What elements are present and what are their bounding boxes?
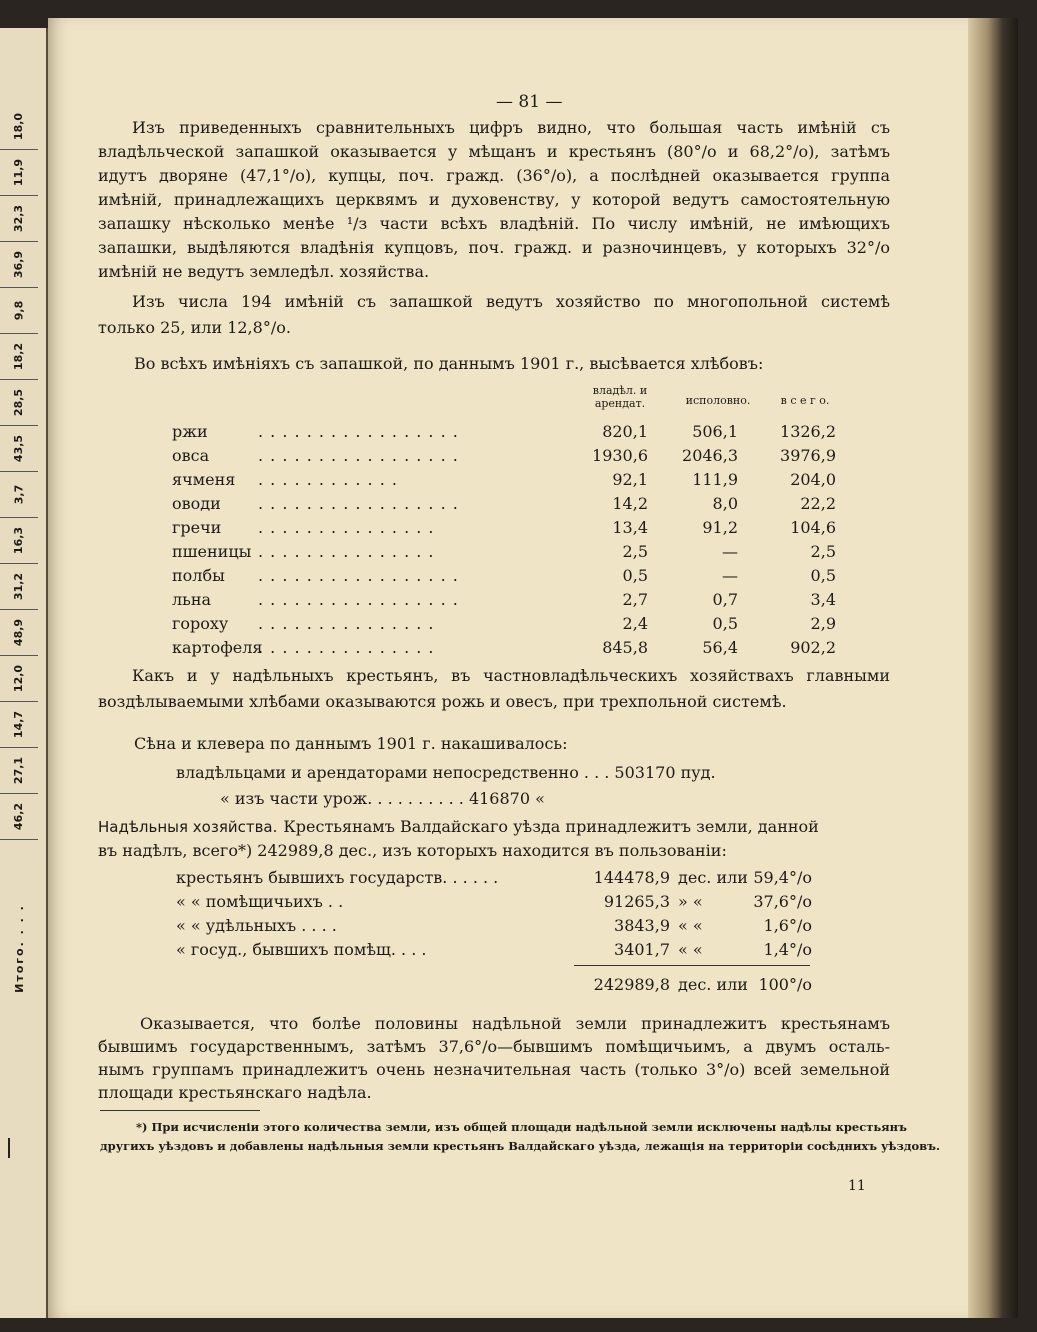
grain-col-header-c: в с е г о. [780,394,830,407]
margin-number-text: 46,2 [12,802,26,830]
para1-line: имѣній не ведутъ земледѣл. хозяйства. [98,262,430,281]
para7-line: Оказывается, что болѣе половины надѣльной земли принадлежитъ крестьянамъ [140,1014,890,1033]
nadel-row-unit: « « [678,916,703,935]
para4-line: воздѣлываемыми хлѣбами оказываются рожь и овесъ, при трехпольной системѣ. [98,692,787,711]
paragraph-6-line-1-text: Крестьянамъ Валдайскаго уѣзда принадлежитъ земли, данной [283,817,819,836]
margin-number [0,517,38,564]
nadel-row-value: 91265,3 [603,892,670,911]
margin-number [0,103,38,150]
grain-value-total: 3976,9 [780,446,836,465]
margin-number-text: 18,2 [12,342,26,370]
para7-line: площади крестьянскаго надѣла. [98,1083,372,1102]
margin-number [0,471,38,518]
grain-leader-dots: . . . . . . . . . . . . . . . [258,614,435,633]
margin-number-text: 27,1 [12,756,26,784]
margin-number [0,379,38,426]
grain-name: ячменя [172,470,236,489]
margin-number-text: 31,2 [12,572,26,600]
grain-value-half: — [722,566,738,585]
nadel-total-value: 242989,8 [593,975,670,994]
margin-number-text: 36,9 [12,250,26,278]
grain-name: картофеля [172,638,263,657]
grain-value-half: 506,1 [692,422,738,441]
nadel-row-unit: » « [678,892,703,911]
footnote-line-2: другихъ уѣздовъ и добавлены надѣльныя земли крестьянъ Валдайскаго уѣзда, лежащія на территоріи сосѣднихъ уѣздовъ. [100,1139,940,1153]
nadel-row-value: 144478,9 [593,868,670,887]
margin-number [0,333,38,380]
grain-leader-dots: . . . . . . . . . . . . . . . . . [258,422,459,441]
margin-dash [8,1138,10,1158]
page-edge-right [968,18,1018,1318]
nadel-total-unit: дес. или [678,975,748,994]
grain-name: полбы [172,566,225,585]
grain-name: гороху [172,614,229,633]
grain-name: ржи [172,422,208,441]
itogo-label: Итого. . . . [12,903,26,993]
para4-line: Какъ и у надѣльныхъ крестьянъ, въ частновладѣльческихъ хозяйствахъ главными [132,666,890,685]
grain-leader-dots: . . . . . . . . . . . . . . . . . [258,590,459,609]
grain-value-total: 0,5 [810,566,836,585]
margin-number [0,425,38,472]
grain-leader-dots: . . . . . . . . . . . . [258,470,398,489]
paragraph-6-line-2: въ надѣлъ, всего*) 242989,8 дес., изъ которыхъ находится въ пользованіи: [98,841,727,860]
grain-value-half: — [722,542,738,561]
nadel-row-unit: дес. или [678,868,748,887]
grain-value-total: 1326,2 [780,422,836,441]
grain-value-owner: 845,8 [602,638,648,657]
paragraph-5: Сѣна и клевера по даннымъ 1901 г. накашивалось: [134,734,568,753]
margin-number-text: 3,7 [12,484,26,504]
grain-name: льна [172,590,212,609]
grain-value-half: 111,9 [692,470,738,489]
margin-number [0,701,38,748]
grain-value-owner: 820,1 [602,422,648,441]
grain-value-total: 2,9 [810,614,836,633]
grain-leader-dots: . . . . . . . . . . . . . . . . . [258,566,459,585]
margin-number-text: 43,5 [12,434,26,462]
grain-name: оводи [172,494,221,513]
grain-value-half: 0,5 [712,614,738,633]
margin-number [0,793,38,840]
grain-value-half: 2046,3 [682,446,738,465]
nadel-row-label: « госуд., бывшихъ помѣщ. . . . [176,940,427,959]
grain-value-half: 56,4 [702,638,738,657]
nadel-row-label: « « удѣльныхъ . . . . [176,916,337,935]
margin-number-text: 12,0 [12,664,26,692]
para2-line: только 25, или 12,8°/о. [98,318,291,337]
grain-value-half: 8,0 [712,494,738,513]
margin-number [0,287,38,334]
grain-col-header-b: исполовно. [685,394,751,407]
grain-value-total: 2,5 [810,542,836,561]
margin-number [0,655,38,702]
grain-value-owner: 13,4 [612,518,648,537]
para1-line: Изъ приведенныхъ сравнительныхъ цифръ видно, что большая часть имѣній съ [132,118,890,137]
paragraph-3: Во всѣхъ имѣніяхъ съ запашкой, по даннымъ 1901 г., высѣвается хлѣбовъ: [134,354,764,373]
nadel-heading: Надѣльныя хозяйства. [98,818,278,836]
grain-col-header-a: владѣл. и арендат. [592,384,648,410]
para1-line: идутъ дворяне (47,1°/о), купцы, поч. гражд. (36°/о), а послѣдней оказывается группа [98,166,890,185]
nadel-row-label: « « помѣщичьихъ . . [176,892,344,911]
hay-row-2: « изъ части урож. . . . . . . . . . 416870 « [220,789,545,808]
margin-number-text: 16,3 [12,526,26,554]
nadel-row-pct: 1,4°/о [763,940,812,959]
margin-number-text: 18,0 [12,112,26,140]
grain-value-owner: 2,7 [622,590,648,609]
para1-line: запашки, выдѣляются владѣнія купцовъ, поч. гражд. и разночинцевъ, у которыхъ 32°/о [98,238,890,257]
margin-number [0,149,38,196]
grain-leader-dots: . . . . . . . . . . . . . . . [258,518,435,537]
nadel-row-pct: 59,4°/о [753,868,812,887]
margin-number [0,563,38,610]
margin-number [0,747,38,794]
grain-name: овса [172,446,210,465]
grain-name: гречи [172,518,222,537]
grain-value-half: 91,2 [702,518,738,537]
grain-value-total: 22,2 [800,494,836,513]
grain-value-total: 104,6 [790,518,836,537]
margin-number-text: 28,5 [12,388,26,416]
grain-leader-dots: . . . . . . . . . . . . . . . . . [258,494,459,513]
grain-value-owner: 1930,6 [592,446,648,465]
para1-line: имѣній, принадлежащихъ церквямъ и духовенству, у которой ведутъ самостоятельную [98,190,890,209]
grain-leader-dots: . . . . . . . . . . . . . . . . . [258,446,459,465]
grain-value-owner: 92,1 [612,470,648,489]
document-page [48,18,970,1318]
left-page-edge [0,28,49,1318]
nadel-row-pct: 37,6°/о [753,892,812,911]
grain-leader-dots: . . . . . . . . . . . . . . . [258,638,435,657]
nadel-row-value: 3843,9 [614,916,670,935]
margin-number-text: 32,3 [12,204,26,232]
margin-number [0,241,38,288]
margin-number-text: 11,9 [12,158,26,186]
signature-mark: 11 [848,1178,866,1194]
grain-value-total: 204,0 [790,470,836,489]
grain-value-total: 3,4 [810,590,836,609]
grain-value-total: 902,2 [790,638,836,657]
hay-row-1: владѣльцами и арендаторами непосредственно . . . 503170 пуд. [176,763,716,782]
footnote-rule [100,1110,260,1111]
left-margin-numbers [0,103,38,863]
nadel-row-label: крестьянъ бывшихъ государств. . . . . . [176,868,499,887]
grain-value-owner: 14,2 [612,494,648,513]
grain-name: пшеницы [172,542,252,561]
margin-number-text: 9,8 [12,300,26,320]
margin-number-text: 14,7 [12,710,26,738]
paragraph-6-line-1 [98,817,890,837]
grain-leader-dots: . . . . . . . . . . . . . . . [258,542,435,561]
grain-value-owner: 2,5 [622,542,648,561]
nadel-total-pct: 100°/о [758,975,812,994]
nadel-row-pct: 1,6°/о [763,916,812,935]
page-number: — 81 — [496,92,563,112]
footnote-line-1: *) При исчисленіи этого количества земли, изъ общей площади надѣльной земли исключены надѣлы крестьянъ [136,1120,907,1134]
para2-line: Изъ числа 194 имѣній съ запашкой ведутъ хозяйство по многопольной системѣ [132,292,890,311]
margin-number [0,195,38,242]
total-rule [574,965,810,966]
grain-value-owner: 0,5 [622,566,648,585]
para1-line: владѣльческой запашкой оказывается у мѣщанъ и крестьянъ (80°/о и 68,2°/о), затѣмъ [98,142,890,161]
para1-line: запашку нѣсколько менѣе ¹/з части всѣхъ владѣній. По числу имѣній, не имѣющихъ [98,214,890,233]
nadel-row-value: 3401,7 [614,940,670,959]
margin-number-text: 48,9 [12,618,26,646]
grain-value-half: 0,7 [712,590,738,609]
para7-line: бывшимъ государственнымъ, затѣмъ 37,6°/о—бывшимъ помѣщичьимъ, а двумъ осталь- [98,1037,890,1056]
para7-line: нымъ группамъ принадлежитъ очень незначительная часть (только 3°/о) всей земельной [98,1060,890,1079]
nadel-row-unit: « « [678,940,703,959]
margin-number [0,609,38,656]
grain-value-owner: 2,4 [622,614,648,633]
